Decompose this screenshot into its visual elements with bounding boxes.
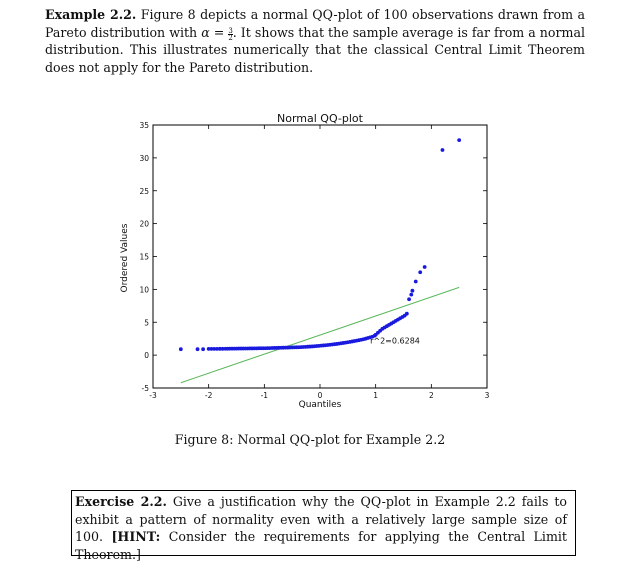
data-point [411,289,415,293]
exercise-text: Give a justification why the QQ-plot in Example 2.2 fails to exhibit a pattern of normality even with a relatively large sample size of 100. [75,494,567,544]
x-axis-label: Quantiles [298,400,342,410]
data-point [441,148,445,152]
y-tick-label: -5 [141,384,149,393]
data-point [201,347,205,351]
y-axis-label: Ordered Values [120,223,130,293]
y-tick-label: 10 [139,285,149,295]
x-tick-label: -3 [149,391,157,400]
data-point [405,312,409,316]
data-point [409,293,413,297]
x-tick-label: 2 [428,391,434,400]
example-paragraph [45,6,585,76]
y-tick-label: 20 [139,219,149,229]
fraction-numerator: 3 [228,26,233,35]
r-squared-annotation: r^2=0.6284 [370,336,420,346]
chart-title: Normal QQ-plot [277,112,363,125]
y-tick-label: 0 [144,351,149,361]
alpha-equation: α = [201,24,229,40]
exercise-label: Exercise 2.2. [75,494,167,509]
y-tick-label: 15 [139,252,149,262]
exercise-box [71,490,576,562]
data-point [423,265,427,269]
figure-caption: Figure 8: Normal QQ-plot for Example 2.2 [174,432,446,447]
hint-text: Consider the requirements for applying the Central Limit Theorem.] [75,529,567,562]
y-tick-label: 30 [139,153,149,163]
x-tick-label: -2 [204,391,213,400]
x-tick-label: 1 [373,391,379,400]
y-tick-label: 35 [139,121,149,130]
y-tick-label: 25 [139,186,149,196]
data-point [414,280,418,284]
hint-label: [HINT: [111,529,161,544]
qq-plot-chart [110,105,500,410]
data-point [457,138,461,142]
plot-area [139,121,489,400]
example-label: Example 2.2. [45,7,137,22]
data-point [418,270,422,274]
data-point [196,347,200,351]
example-text-2: . It shows that the sample average is far from a normal distribution. This illustrates numerically that the classical Central Limit Theorem does not apply for the Pareto distribution. [45,24,585,75]
y-tick-label: 5 [144,318,149,328]
data-point [407,297,411,301]
data-point [179,347,183,351]
x-tick-label: 0 [317,391,323,400]
fraction-denominator: 2 [228,33,233,42]
x-tick-label: 3 [484,391,490,400]
example-text-1: Figure 8 depicts a normal QQ-plot of 100 observations drawn from a Pareto distribution with [45,7,585,40]
fit-line [181,287,459,382]
exercise-paragraph [75,493,567,563]
x-tick-label: -1 [260,391,269,400]
